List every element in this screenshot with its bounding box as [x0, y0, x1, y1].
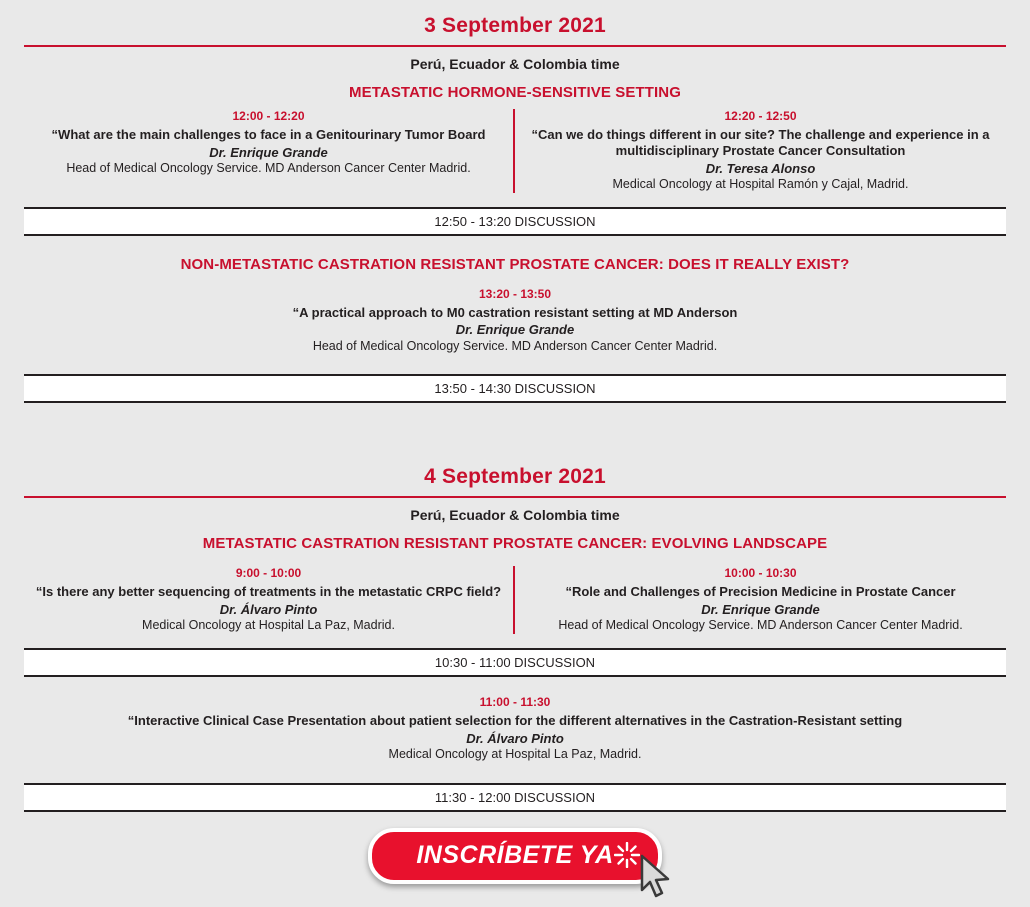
- session-time: 12:20 - 12:50: [724, 109, 797, 123]
- session-item: [24, 287, 1006, 357]
- session-title: “Is there any better sequencing of treatments in the metastatic CRPC field?: [35, 584, 502, 600]
- session-affiliation: Medical Oncology at Hospital Ramón y Cajal, Madrid.: [612, 176, 909, 191]
- session-title: “What are the main challenges to face in a Genitourinary Tumor Board: [51, 127, 486, 142]
- session-affiliation: Medical Oncology at Hospital La Paz, Madrid.: [388, 747, 642, 762]
- discussion-band: 13:50 - 14:30 DISCUSSION: [24, 374, 1006, 403]
- cta-container: [0, 812, 1030, 884]
- session-title: “Interactive Clinical Case Presentation about patient selection for the different alternatives in the Castration-Resistant setting: [127, 713, 903, 729]
- session-time: 9:00 - 10:00: [235, 566, 302, 581]
- section-block: [0, 236, 1030, 404]
- session-affiliation: Head of Medical Oncology Service. MD Anderson Cancer Center Madrid.: [312, 338, 718, 353]
- discussion-band: 11:30 - 12:00 DISCUSSION: [24, 783, 1006, 812]
- section-title: METASTATIC HORMONE-SENSITIVE SETTING: [349, 84, 681, 101]
- discussion-band: 12:50 - 13:20 DISCUSSION: [24, 207, 1006, 236]
- section-block: [0, 529, 1030, 677]
- session-time: 10:00 - 10:30: [724, 566, 797, 581]
- session-columns: [24, 109, 1006, 193]
- session-title: “Role and Challenges of Precision Medicine in Prostate Cancer: [565, 584, 956, 600]
- section-block: [0, 677, 1030, 812]
- day-block-1: [0, 0, 1030, 403]
- cursor-pointer-icon: [636, 854, 676, 902]
- session-item: [24, 566, 515, 634]
- section-block: [0, 78, 1030, 236]
- register-button-label: INSCRÍBETE YA: [416, 840, 614, 869]
- session-item: [24, 109, 515, 193]
- session-speaker: Dr. Enrique Grande: [209, 144, 328, 160]
- section-title: METASTATIC CASTRATION RESISTANT PROSTATE CANCER: EVOLVING LANDSCAPE: [202, 535, 828, 553]
- session-time: 13:20 - 13:50: [478, 286, 552, 301]
- session-affiliation: Head of Medical Oncology Service. MD Anderson Cancer Center Madrid.: [66, 161, 471, 176]
- session-time: 11:00 - 11:30: [479, 695, 551, 710]
- day-timezone: Perú, Ecuador & Colombia time: [410, 507, 620, 524]
- day-date: 3 September 2021: [424, 14, 606, 37]
- day-block-2: [0, 451, 1030, 811]
- session-time: 12:00 - 12:20: [232, 109, 305, 123]
- session-speaker: Dr. Teresa Alonso: [705, 160, 816, 176]
- session-speaker: Dr. Enrique Grande: [701, 602, 820, 618]
- register-button[interactable]: [368, 828, 661, 884]
- session-speaker: Dr. Álvaro Pinto: [219, 602, 318, 618]
- day-date: 4 September 2021: [424, 465, 606, 489]
- session-speaker: Dr. Enrique Grande: [455, 322, 575, 338]
- session-item: [515, 109, 1006, 193]
- day-timezone: Perú, Ecuador & Colombia time: [410, 56, 620, 72]
- session-item: [515, 566, 1006, 634]
- session-title: “Can we do things different in our site? The challenge and experience in a multidisciplinary Prostate Cancer Consultation: [531, 127, 990, 158]
- session-item: [24, 695, 1006, 765]
- session-affiliation: Medical Oncology at Hospital La Paz, Madrid.: [142, 618, 395, 633]
- session-title: “A practical approach to M0 castration resistant setting at MD Anderson: [292, 304, 738, 320]
- session-columns: [24, 566, 1006, 634]
- session-speaker: Dr. Álvaro Pinto: [466, 730, 564, 746]
- session-affiliation: Head of Medical Oncology Service. MD Anderson Cancer Center Madrid.: [558, 618, 963, 633]
- discussion-band: 10:30 - 11:00 DISCUSSION: [24, 648, 1006, 677]
- section-title: NON-METASTATIC CASTRATION RESISTANT PROSTATE CANCER: DOES IT REALLY EXIST?: [180, 255, 850, 273]
